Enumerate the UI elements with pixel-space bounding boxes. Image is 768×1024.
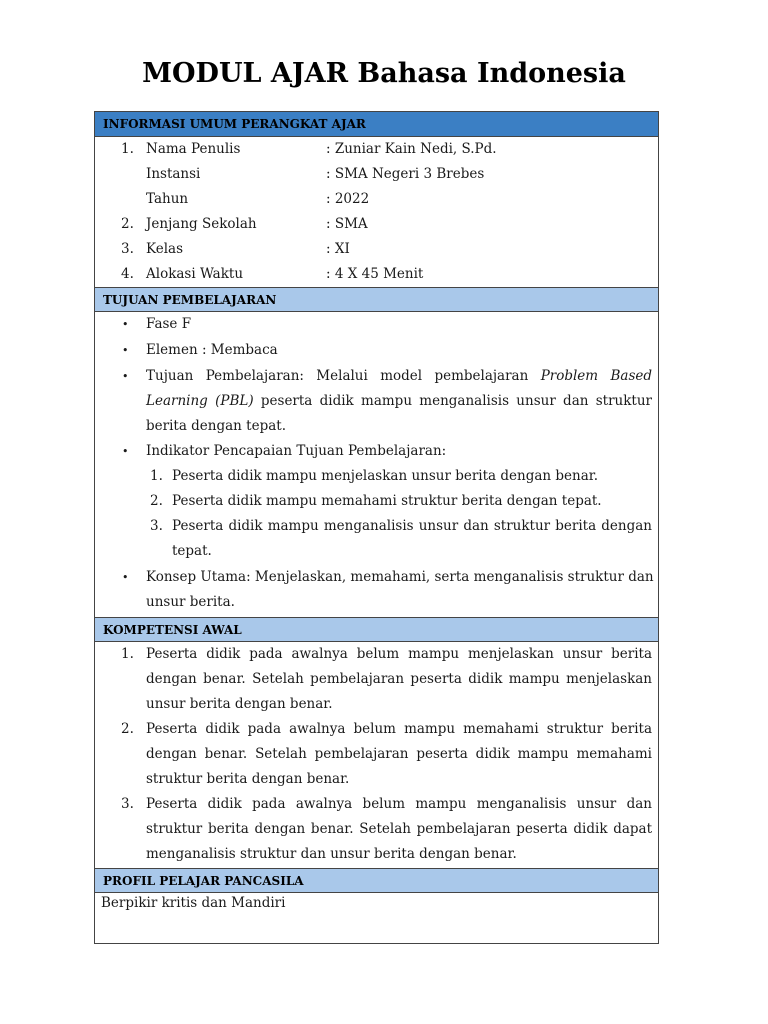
indikator-item-cont [95,539,658,564]
kompetensi-line-row [95,667,658,692]
indikator-item [95,464,658,489]
kompetensi-section [95,642,658,868]
info-num: 3. [121,241,134,257]
section-header-profil: PROFIL PELAJAR PANCASILA [95,868,658,893]
indikator-text: Peserta didik mampu memahami struktur berita dengan tepat. [172,493,602,509]
bullet-icon: • [122,318,129,331]
info-value: : SMA Negeri 3 Brebes [326,166,485,182]
kompetensi-line: menganalisis struktur dan unsur berita dengan benar. [146,846,517,862]
tujuan-line-3-row [95,414,658,439]
info-row-instansi [95,162,658,187]
kompetensi-num: 1. [121,646,134,662]
indikator-item [95,489,658,514]
info-value: : 4 X 45 Menit [326,266,424,282]
kompetensi-line: dengan benar. Setelah pembelajaran peserta didik mampu memahami [146,746,652,762]
bullet-fase [95,312,658,337]
bullet-tujuan [95,364,658,389]
info-row-jenjang [95,212,658,237]
info-row-kelas [95,237,658,262]
tujuan-section [95,312,658,617]
elemen-text: Elemen : Membaca [146,342,278,358]
kompetensi-line: Peserta didik pada awalnya belum mampu menjelaskan unsur berita [146,646,652,662]
profil-section [95,893,658,943]
tujuan-line-3: berita dengan tepat. [146,418,286,434]
kompetensi-line: unsur berita dengan benar. [146,696,333,712]
indikator-text: Peserta didik mampu menjelaskan unsur berita dengan benar. [172,468,599,484]
kompetensi-item [95,717,658,742]
section-header-tujuan: TUJUAN PEMBELAJARAN [95,287,658,312]
info-row-tahun [95,187,658,212]
konsep-line-2: unsur berita. [146,594,235,610]
tujuan-text: Tujuan Pembelajaran: Melalui model pembelajaran [146,368,541,384]
kompetensi-line-row [95,842,658,867]
info-label: Jenjang Sekolah [146,216,257,232]
info-value: : Zuniar Kain Nedi, S.Pd. [326,141,497,157]
kompetensi-item [95,642,658,667]
info-label: Alokasi Waktu [146,266,244,282]
section-header-informasi: INFORMASI UMUM PERANGKAT AJAR [95,112,658,137]
indikator-text: Peserta didik mampu menganalisis unsur dan struktur berita dengan [172,518,652,534]
info-value: : XI [326,241,350,257]
info-row-alokasi [95,262,658,287]
module-table [94,111,659,944]
page-title: MODUL AJAR Bahasa Indonesia [142,58,626,89]
kompetensi-num: 3. [121,796,134,812]
tujuan-line-1 [146,364,652,389]
tujuan-emphasis: Problem Based [540,368,653,384]
konsep-line-1: Konsep Utama: Menjelaskan, memahami, serta menganalisis struktur dan [146,569,654,585]
bullet-indikator [95,439,658,464]
konsep-line-2-row [95,590,658,615]
indikator-num: 1. [150,468,163,484]
indikator-title: Indikator Pencapaian Tujuan Pembelajaran: [146,443,447,459]
kompetensi-line-row [95,742,658,767]
tujuan-emphasis: Learning (PBL) [146,393,254,409]
info-num: 2. [121,216,134,232]
indikator-item [95,514,658,539]
info-num: 4. [121,266,134,282]
profil-row [101,891,658,916]
info-label: Instansi [146,166,201,182]
kompetensi-num: 2. [121,721,134,737]
info-label: Kelas [146,241,184,257]
bullet-konsep [95,565,658,590]
kompetensi-line: Peserta didik pada awalnya belum mampu memahami struktur berita [146,721,652,737]
info-value: : SMA [326,216,368,232]
kompetensi-line: Peserta didik pada awalnya belum mampu menganalisis unsur dan [146,796,652,812]
kompetensi-line-row [95,692,658,717]
informasi-section [95,137,658,287]
info-num: 1. [121,141,134,157]
kompetensi-item [95,792,658,817]
section-header-kompetensi: KOMPETENSI AWAL [95,617,658,642]
kompetensi-line-row [95,767,658,792]
bullet-icon: • [122,445,129,458]
indikator-text: tepat. [172,543,212,559]
tujuan-line-2-row [95,389,658,414]
bullet-elemen [95,338,658,363]
kompetensi-line: struktur berita dengan benar. Setelah pembelajaran peserta didik dapat [146,821,652,837]
indikator-num: 3. [150,518,163,534]
kompetensi-line: struktur berita dengan benar. [146,771,350,787]
fase-text: Fase F [146,316,192,332]
kompetensi-line: dengan benar. Setelah pembelajaran peserta didik mampu menjelaskan [146,671,652,687]
info-row-nama [95,137,658,162]
tujuan-text: peserta didik mampu menganalisis unsur dan struktur [253,393,652,409]
indikator-num: 2. [150,493,163,509]
kompetensi-line-row [95,817,658,842]
bullet-icon: • [122,571,129,584]
info-label: Tahun [146,191,189,207]
info-label: Nama Penulis [146,141,241,157]
bullet-icon: • [122,344,129,357]
profil-text: Berpikir kritis dan Mandiri [101,895,286,911]
info-value: : 2022 [326,191,370,207]
bullet-icon: • [122,370,129,383]
tujuan-line-2 [146,389,652,414]
